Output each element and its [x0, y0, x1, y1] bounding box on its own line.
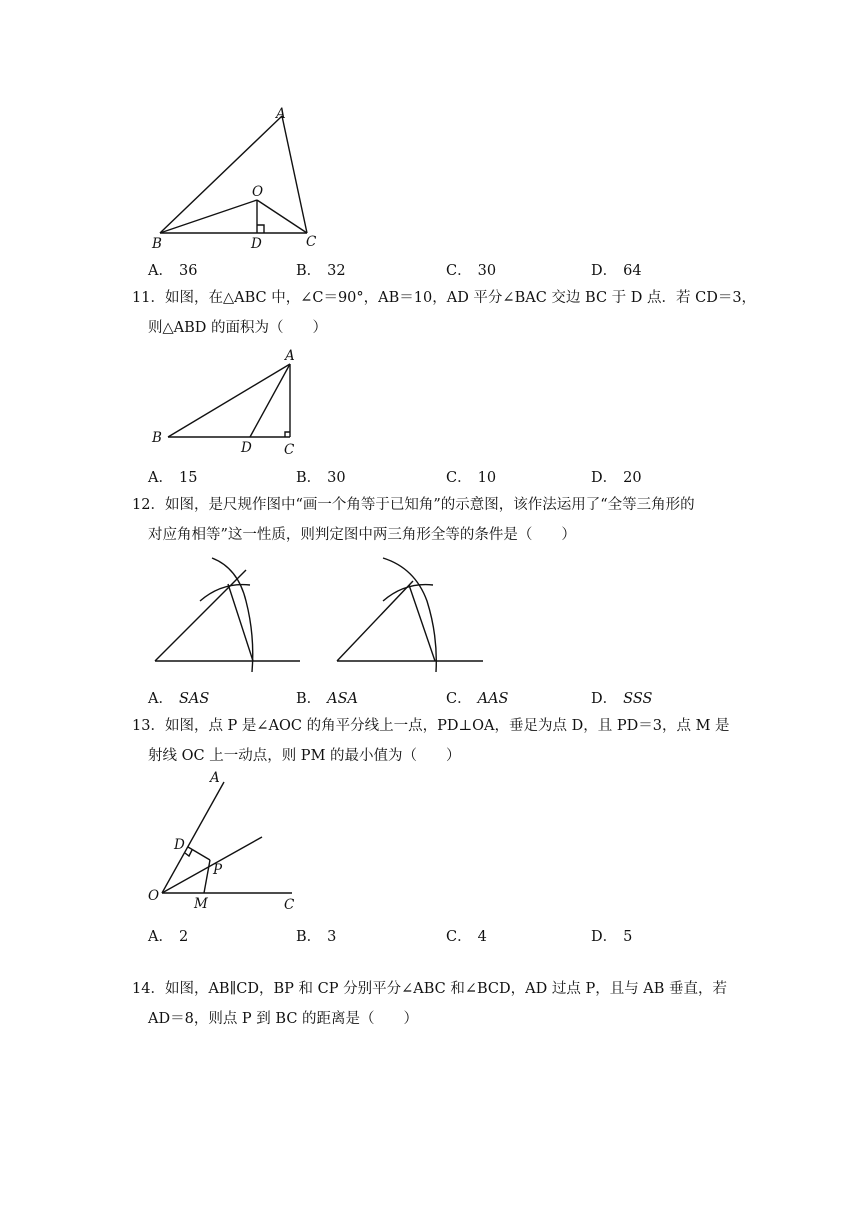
q11-label-b: B — [152, 430, 162, 446]
q12-left-angle-side — [155, 570, 246, 661]
q12-figure-right — [335, 556, 495, 676]
q13-segment-pd — [188, 847, 210, 860]
q12-left-arc — [212, 558, 253, 672]
q10-option-d[interactable]: D． 64 — [591, 263, 642, 279]
q10-segment-ba — [160, 116, 282, 233]
q12-option-a[interactable]: A． SAS — [148, 691, 210, 707]
q11-right-angle-mark — [285, 432, 290, 437]
q13-label-o: O — [148, 888, 160, 904]
q13-figure — [144, 770, 314, 916]
q11-label-a: A — [285, 348, 295, 364]
q10-segment-bo — [160, 200, 257, 233]
q11-figure — [150, 346, 310, 458]
q10-label-d: D — [251, 236, 262, 252]
q10-label-o: O — [252, 184, 264, 200]
q10-segment-ac — [282, 116, 307, 233]
q12-left-chord — [228, 584, 253, 661]
q13-label-p: P — [213, 862, 223, 878]
q14-stem-line2: AD＝8，则点 P 到 BC 的距离是（ ） — [148, 1011, 419, 1027]
q12-right-arc — [383, 558, 436, 672]
q11-option-a[interactable]: A． 15 — [148, 470, 198, 486]
q11-option-b[interactable]: B． 30 — [296, 470, 346, 486]
q11-option-c[interactable]: C． 10 — [446, 470, 497, 486]
q13-label-c: C — [284, 897, 295, 913]
q13-stem-line1: 13．如图，点 P 是∠AOC 的角平分线上一点，PD⊥OA，垂足为点 D，且 PD＝3，点 M 是 — [132, 718, 730, 734]
q12-right-angle-side — [337, 581, 413, 661]
q10-label-c: C — [306, 234, 317, 250]
q13-label-d: D — [174, 837, 185, 853]
q11-segment-ad — [250, 364, 290, 437]
q11-label-c: C — [284, 442, 295, 458]
q10-option-b[interactable]: B． 32 — [296, 263, 346, 279]
q13-stem-line2: 射线 OC 上一动点，则 PM 的最小值为（ ） — [148, 748, 461, 764]
q13-label-m: M — [194, 896, 208, 912]
q11-diagram — [150, 346, 310, 458]
q10-label-a: A — [276, 106, 286, 122]
q10-option-c[interactable]: C． 30 — [446, 263, 497, 279]
q12-stem-line1: 12．如图，是尺规作图中“画一个角等于已知角”的示意图，该作法运用了“全等三角形的 — [132, 497, 695, 513]
q12-diagram-right — [335, 556, 495, 676]
q12-option-d[interactable]: D． SSS — [591, 691, 653, 707]
q11-stem-line1: 11．如图，在△ABC 中，∠C＝90°，AB＝10，AD 平分∠BAC 交边 BC 于 D 点．若 CD＝3， — [132, 290, 757, 306]
q13-option-b[interactable]: B． 3 — [296, 929, 337, 945]
q10-right-angle-mark — [257, 225, 264, 233]
q11-option-d[interactable]: D． 20 — [591, 470, 642, 486]
q13-segment-pm — [204, 860, 210, 893]
q12-diagram-left — [150, 556, 310, 676]
q12-left-small-arc — [200, 585, 250, 601]
q13-option-c[interactable]: C． 4 — [446, 929, 487, 945]
q13-diagram — [144, 770, 314, 916]
q12-option-b[interactable]: B． ASA — [296, 691, 359, 707]
q10-option-a[interactable]: A． 36 — [148, 263, 198, 279]
q13-label-a: A — [210, 770, 220, 786]
q11-segment-ba — [168, 364, 290, 437]
q12-option-c[interactable]: C． AAS — [446, 691, 509, 707]
q12-right-chord — [409, 585, 435, 661]
q10-figure — [150, 104, 330, 254]
q10-diagram — [150, 104, 330, 254]
q11-label-d: D — [241, 440, 252, 456]
q12-stem-line2: 对应角相等”这一性质，则判定图中两三角形全等的条件是（ ） — [148, 527, 576, 543]
q10-label-b: B — [152, 236, 162, 252]
q13-option-a[interactable]: A． 2 — [148, 929, 189, 945]
q11-stem-line2: 则△ABD 的面积为（ ） — [148, 320, 328, 336]
q13-option-d[interactable]: D． 5 — [591, 929, 633, 945]
q12-figure-left — [150, 556, 310, 676]
q14-stem-line1: 14．如图，AB∥CD，BP 和 CP 分别平分∠ABC 和∠BCD，AD 过点 P，且与 AB 垂直，若 — [132, 981, 728, 997]
